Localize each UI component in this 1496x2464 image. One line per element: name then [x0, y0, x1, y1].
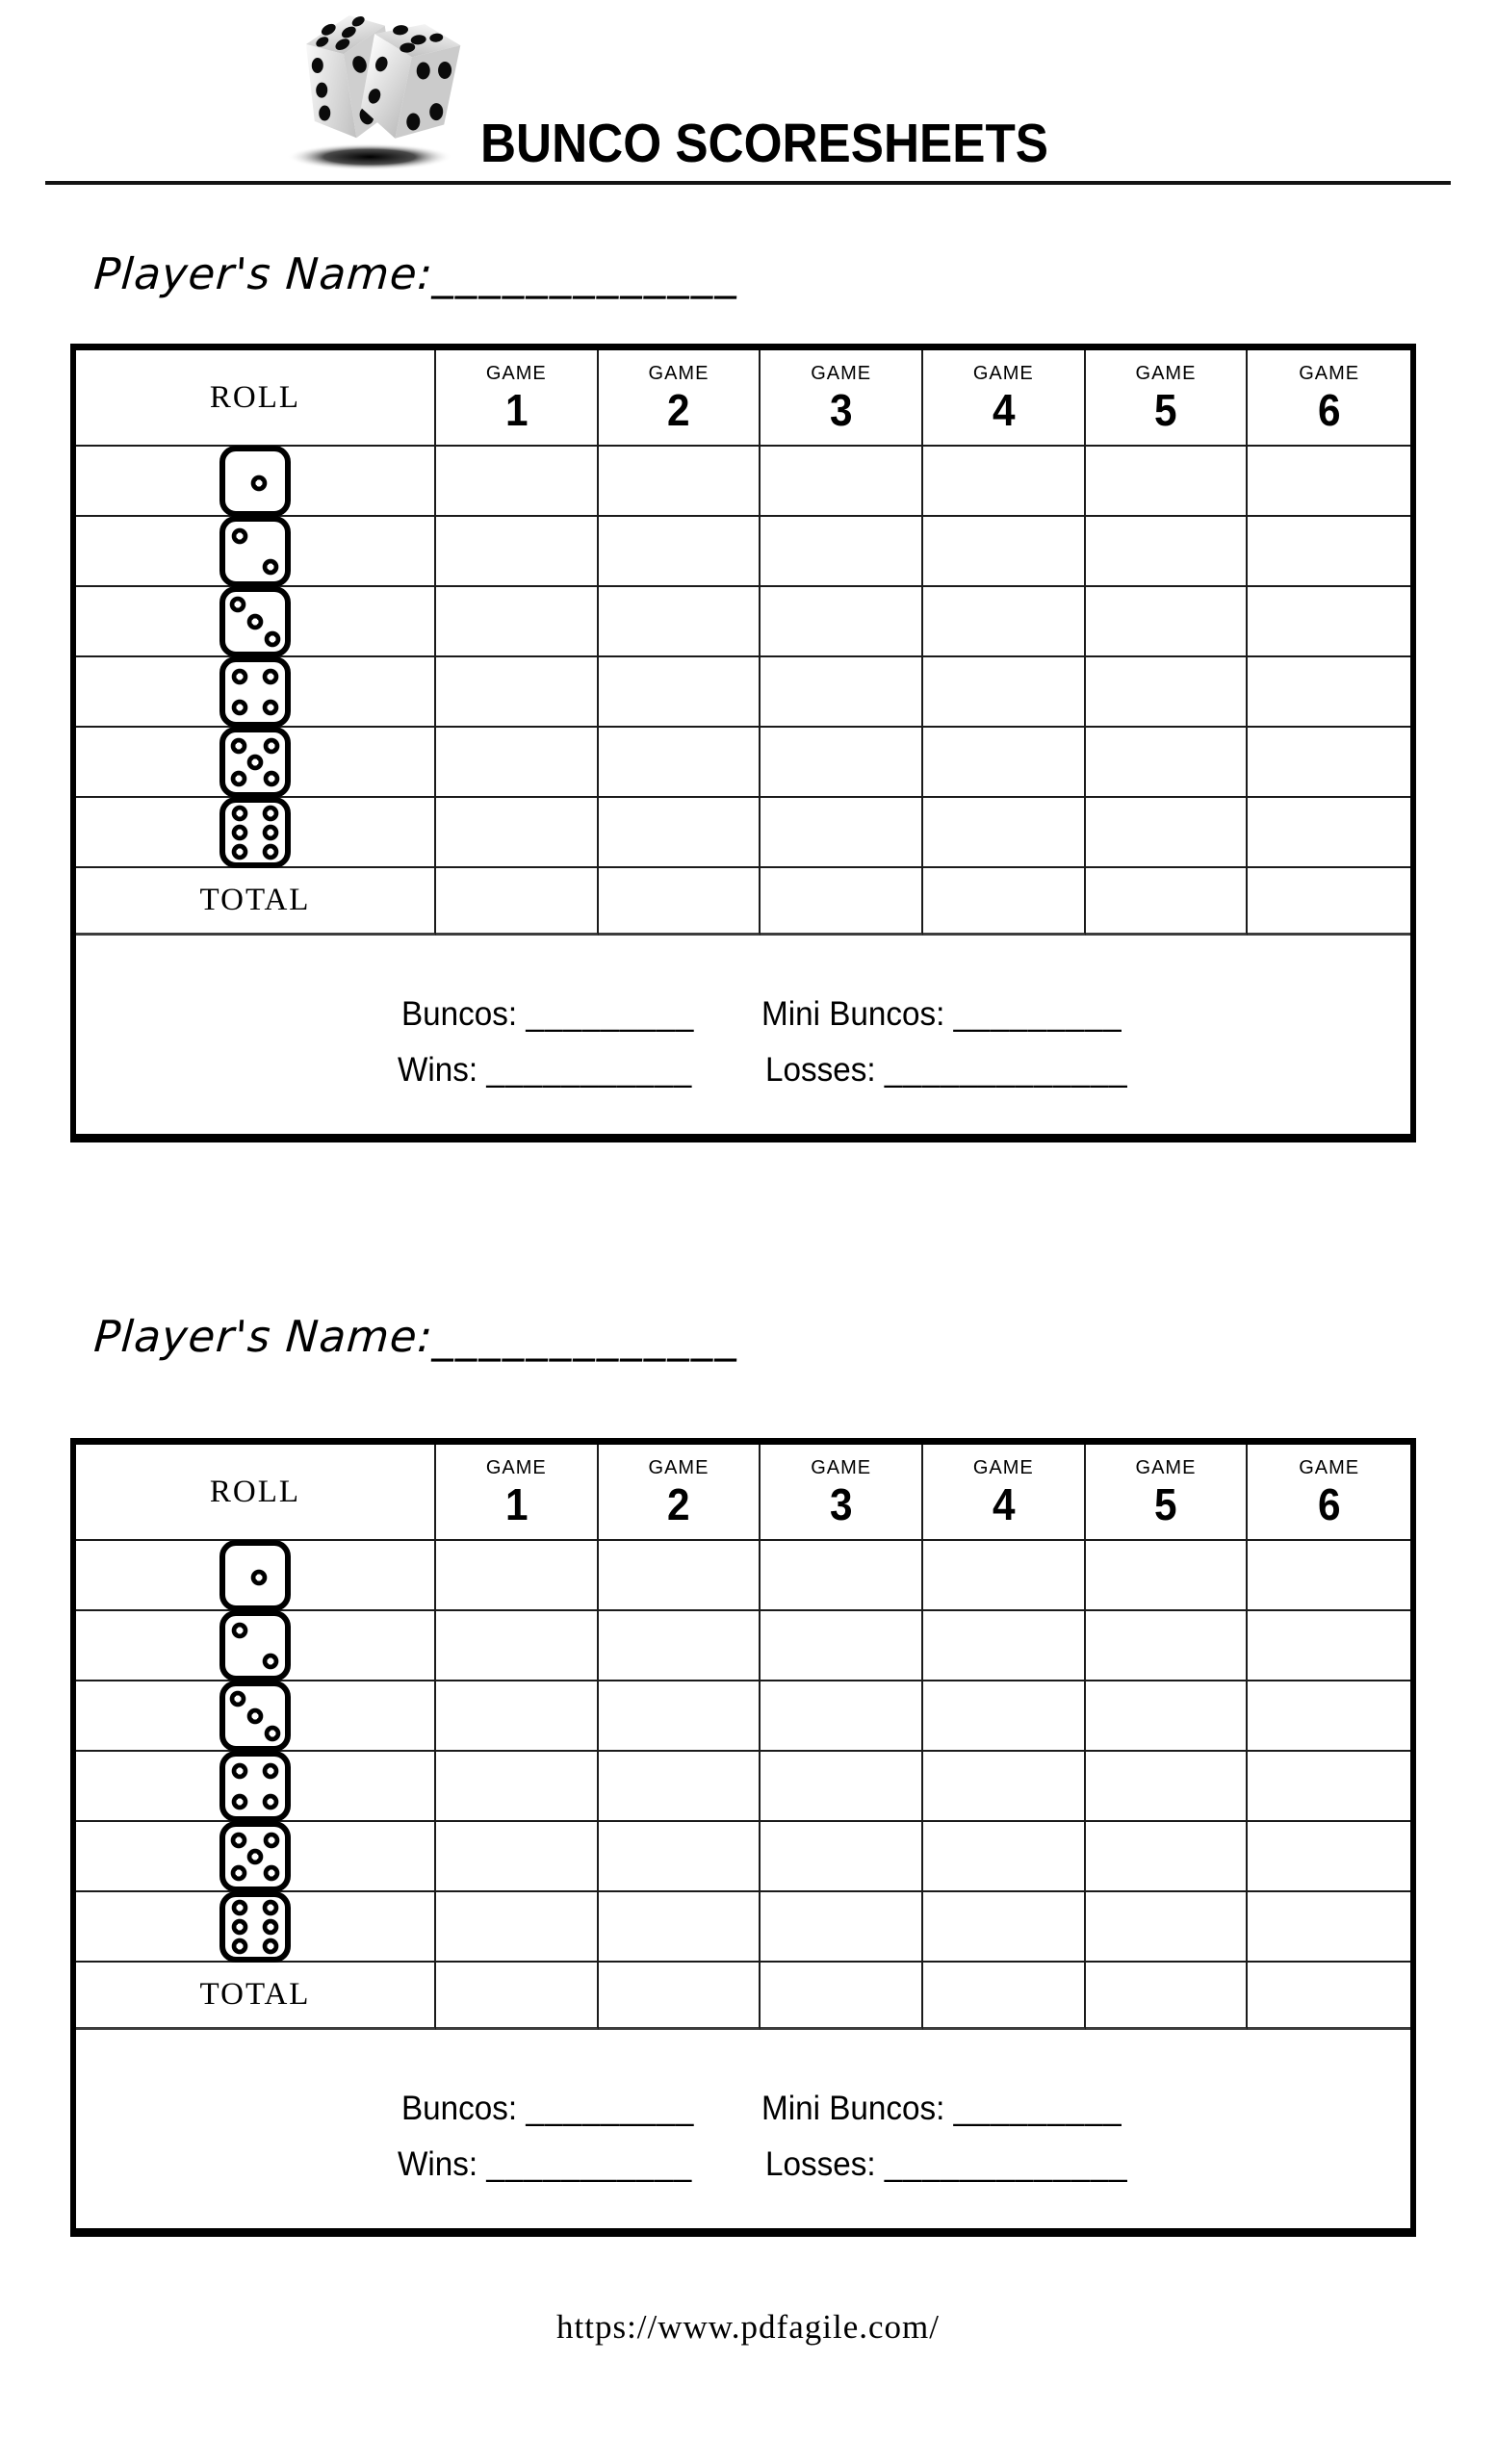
game-6-header — [1248, 1445, 1410, 1541]
score-cell — [923, 1752, 1086, 1822]
die-4-icon — [219, 656, 291, 728]
roll-row-4 — [76, 657, 1410, 728]
score-cell — [761, 447, 923, 517]
score-cell — [1248, 798, 1410, 868]
game-label: GAME — [972, 363, 1034, 384]
score-cell — [436, 1752, 599, 1822]
buncos-label: Buncos: — [401, 2090, 518, 2127]
game-6-header — [1248, 350, 1410, 447]
game-number: 2 — [667, 385, 690, 435]
total-label: TOTAL — [199, 1977, 311, 2012]
game-label: GAME — [1135, 1457, 1197, 1478]
game-number: 5 — [1154, 1479, 1177, 1529]
roll-label: ROLL — [209, 379, 301, 415]
score-cell — [599, 587, 761, 657]
total-row — [76, 1963, 1410, 2030]
die-4-icon — [219, 1751, 291, 1822]
game-4-header — [923, 350, 1086, 447]
score-cell — [1248, 657, 1410, 728]
total-cell — [1248, 868, 1410, 936]
roll-row-3 — [76, 1681, 1410, 1752]
roll-row-1 — [76, 1541, 1410, 1611]
game-number: 4 — [992, 1479, 1016, 1529]
score-cell — [1086, 1611, 1249, 1681]
wins-field — [398, 1051, 692, 1090]
score-cell — [599, 1892, 761, 1963]
score-cell — [599, 1681, 761, 1752]
score-cell — [436, 798, 599, 868]
roll-die-cell — [76, 447, 436, 517]
summary-area — [76, 936, 1410, 1134]
score-cell — [1086, 728, 1249, 798]
roll-die-cell — [76, 1892, 436, 1963]
roll-header-cell — [76, 1445, 436, 1541]
summary-area — [76, 2030, 1410, 2228]
losses-blank: _____________ — [884, 1051, 1128, 1089]
page-title: BUNCO SCORESHEETS — [480, 113, 1049, 174]
player-name-label: Player's Name: — [92, 248, 435, 299]
roll-die-cell — [76, 517, 436, 587]
roll-header-cell — [76, 350, 436, 447]
score-cell — [1086, 1822, 1249, 1892]
score-cell — [761, 1611, 923, 1681]
roll-die-cell — [76, 1611, 436, 1681]
score-cell — [1248, 1611, 1410, 1681]
roll-row-6 — [76, 1892, 1410, 1963]
buncos-label: Buncos: — [401, 995, 518, 1033]
score-cell — [1086, 657, 1249, 728]
score-cell — [436, 1611, 599, 1681]
die-5-icon — [219, 1821, 291, 1892]
wins-blank: ___________ — [486, 1051, 693, 1089]
score-cell — [1086, 587, 1249, 657]
roll-die-cell — [76, 1752, 436, 1822]
total-cell — [761, 1963, 923, 2030]
score-cell — [599, 1822, 761, 1892]
buncos-field — [401, 995, 694, 1034]
roll-die-cell — [76, 1681, 436, 1752]
total-cell — [1086, 1963, 1249, 2030]
mini-buncos-label: Mini Buncos: — [761, 995, 945, 1033]
total-cell — [599, 868, 761, 936]
roll-die-cell — [76, 1822, 436, 1892]
score-cell — [761, 657, 923, 728]
score-cell — [599, 1752, 761, 1822]
game-label: GAME — [811, 363, 872, 384]
game-2-header — [599, 1445, 761, 1541]
die-6-icon — [219, 797, 291, 868]
score-cell — [761, 1752, 923, 1822]
total-cell — [436, 1963, 599, 2030]
die-5-icon — [219, 727, 291, 798]
losses-label: Losses: — [765, 2145, 876, 2183]
total-cell — [1086, 868, 1249, 936]
score-cell — [599, 1611, 761, 1681]
score-cell — [436, 587, 599, 657]
score-cell — [436, 1892, 599, 1963]
roll-row-2 — [76, 517, 1410, 587]
score-cell — [1248, 587, 1410, 657]
score-cell — [1086, 517, 1249, 587]
game-number: 4 — [992, 385, 1016, 435]
game-3-header — [761, 350, 923, 447]
score-cell — [923, 447, 1086, 517]
wins-label: Wins: — [398, 1051, 478, 1089]
roll-die-cell — [76, 798, 436, 868]
score-cell — [1086, 798, 1249, 868]
score-cell — [923, 1892, 1086, 1963]
total-label-cell — [76, 868, 436, 936]
game-label: GAME — [811, 1457, 872, 1478]
game-label: GAME — [1135, 363, 1197, 384]
roll-row-4 — [76, 1752, 1410, 1822]
roll-row-5 — [76, 728, 1410, 798]
game-number: 3 — [829, 1479, 853, 1529]
game-5-header — [1086, 1445, 1249, 1541]
game-label: GAME — [485, 363, 547, 384]
game-number: 6 — [1317, 385, 1341, 435]
die-3-icon — [219, 1681, 291, 1752]
roll-row-5 — [76, 1822, 1410, 1892]
score-cell — [923, 657, 1086, 728]
roll-die-cell — [76, 657, 436, 728]
losses-label: Losses: — [765, 1051, 876, 1089]
roll-label: ROLL — [209, 1474, 301, 1509]
score-cell — [761, 1541, 923, 1611]
score-cell — [923, 1681, 1086, 1752]
score-cell — [436, 728, 599, 798]
total-label-cell — [76, 1963, 436, 2030]
table-header-row — [76, 350, 1410, 447]
mini-buncos-label: Mini Buncos: — [761, 2090, 945, 2127]
roll-row-6 — [76, 798, 1410, 868]
score-cell — [1086, 1752, 1249, 1822]
total-cell — [923, 1963, 1086, 2030]
die-6-icon — [219, 1891, 291, 1963]
score-cell — [1248, 517, 1410, 587]
score-cell — [1086, 1892, 1249, 1963]
mini-buncos-field — [761, 2090, 1122, 2128]
score-cell — [761, 1822, 923, 1892]
mini-buncos-field — [761, 995, 1122, 1034]
losses-field — [765, 2145, 1128, 2184]
game-label: GAME — [972, 1457, 1034, 1478]
game-number: 2 — [667, 1479, 690, 1529]
score-cell — [436, 1822, 599, 1892]
roll-die-cell — [76, 587, 436, 657]
roll-die-cell — [76, 728, 436, 798]
total-cell — [599, 1963, 761, 2030]
total-cell — [923, 868, 1086, 936]
player-name-line-2 — [92, 1311, 741, 1362]
score-cell — [599, 798, 761, 868]
score-cell — [761, 1681, 923, 1752]
score-cell — [1248, 1752, 1410, 1822]
score-cell — [1248, 1892, 1410, 1963]
wins-label: Wins: — [398, 2145, 478, 2183]
score-cell — [436, 1541, 599, 1611]
wins-field — [398, 2145, 692, 2184]
score-cell — [761, 798, 923, 868]
score-cell — [923, 1611, 1086, 1681]
total-cell — [1248, 1963, 1410, 2030]
game-label: GAME — [648, 1457, 709, 1478]
total-cell — [436, 868, 599, 936]
roll-die-cell — [76, 1541, 436, 1611]
header-divider — [45, 181, 1451, 185]
die-2-icon — [219, 516, 291, 587]
game-label: GAME — [1299, 1457, 1360, 1478]
score-cell — [923, 728, 1086, 798]
score-cell — [1248, 447, 1410, 517]
table-header-row — [76, 1445, 1410, 1541]
game-number: 3 — [829, 385, 853, 435]
score-cell — [599, 657, 761, 728]
score-cell — [761, 517, 923, 587]
buncos-blank: _________ — [526, 2090, 695, 2127]
mini-buncos-blank: _________ — [953, 2090, 1122, 2127]
losses-field — [765, 1051, 1128, 1090]
game-2-header — [599, 350, 761, 447]
game-label: GAME — [1299, 363, 1360, 384]
score-cell — [1086, 1541, 1249, 1611]
score-cell — [436, 517, 599, 587]
score-cell — [1248, 1681, 1410, 1752]
score-cell — [1086, 447, 1249, 517]
game-1-header — [436, 1445, 599, 1541]
score-cell — [1248, 728, 1410, 798]
losses-blank: _____________ — [884, 2145, 1128, 2183]
score-cell — [761, 1892, 923, 1963]
score-cell — [436, 447, 599, 517]
buncos-blank: _________ — [526, 995, 695, 1033]
score-cell — [1086, 1681, 1249, 1752]
score-cell — [599, 728, 761, 798]
score-cell — [761, 587, 923, 657]
game-4-header — [923, 1445, 1086, 1541]
game-5-header — [1086, 350, 1249, 447]
game-number: 6 — [1317, 1479, 1341, 1529]
game-3-header — [761, 1445, 923, 1541]
player-name-line-1 — [92, 248, 741, 299]
score-table-2 — [70, 1438, 1416, 2237]
score-table-1 — [70, 344, 1416, 1142]
score-cell — [599, 1541, 761, 1611]
score-cell — [923, 517, 1086, 587]
game-label: GAME — [485, 1457, 547, 1478]
score-cell — [923, 587, 1086, 657]
score-cell — [1248, 1541, 1410, 1611]
score-cell — [1248, 1822, 1410, 1892]
game-number: 1 — [504, 1479, 529, 1529]
die-1-icon — [219, 1540, 291, 1611]
player-name-blank: _____________ — [431, 248, 742, 299]
score-cell — [923, 1822, 1086, 1892]
score-cell — [923, 798, 1086, 868]
wins-blank: ___________ — [486, 2145, 693, 2183]
die-1-icon — [219, 446, 291, 517]
buncos-field — [401, 2090, 694, 2128]
two-dice-logo — [271, 6, 480, 175]
score-cell — [923, 1541, 1086, 1611]
game-number: 1 — [504, 385, 529, 435]
total-label: TOTAL — [199, 883, 311, 917]
score-cell — [761, 728, 923, 798]
game-1-header — [436, 350, 599, 447]
roll-row-2 — [76, 1611, 1410, 1681]
footer-url[interactable]: https://www.pdfagile.com/ — [556, 2308, 940, 2346]
roll-row-1 — [76, 447, 1410, 517]
score-cell — [436, 657, 599, 728]
roll-row-3 — [76, 587, 1410, 657]
game-label: GAME — [648, 363, 709, 384]
mini-buncos-blank: _________ — [953, 995, 1122, 1033]
die-2-icon — [219, 1610, 291, 1681]
player-name-blank: _____________ — [431, 1311, 742, 1362]
score-cell — [599, 517, 761, 587]
score-cell — [436, 1681, 599, 1752]
game-number: 5 — [1154, 385, 1177, 435]
total-row — [76, 868, 1410, 936]
score-cell — [599, 447, 761, 517]
die-3-icon — [219, 586, 291, 657]
total-cell — [761, 868, 923, 936]
player-name-label: Player's Name: — [92, 1311, 435, 1362]
